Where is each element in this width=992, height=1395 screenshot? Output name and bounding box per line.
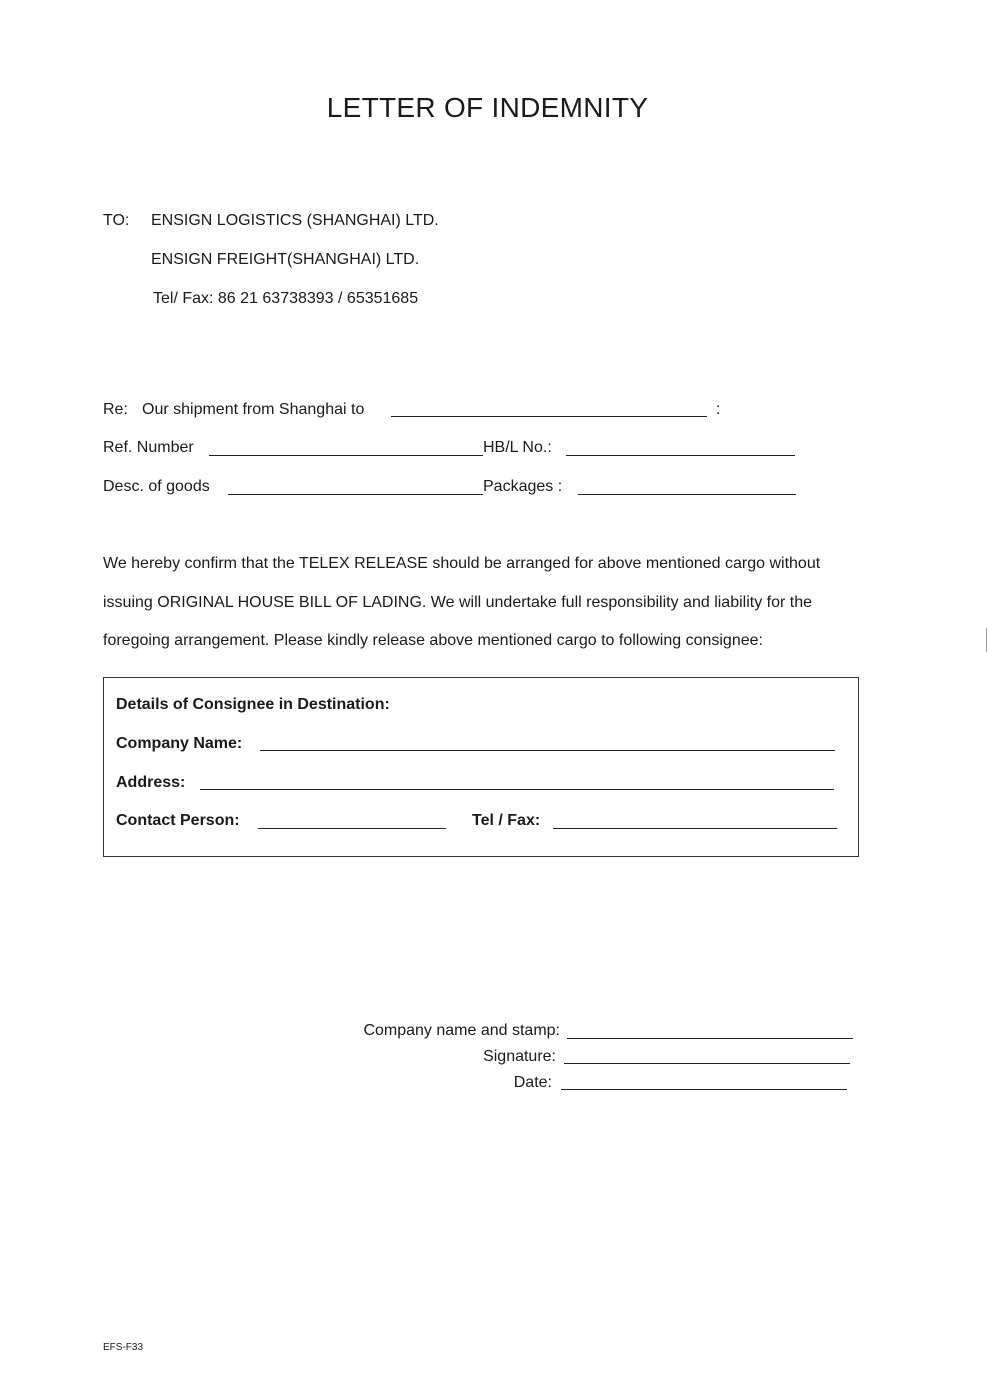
company-name-label: Company Name: (116, 735, 243, 752)
date-blank[interactable] (561, 1089, 847, 1090)
packages-blank[interactable] (578, 494, 796, 495)
packages-label: Packages : (483, 478, 563, 495)
company-stamp-label: Company name and stamp: (363, 1022, 560, 1039)
re-label: Re: (103, 401, 128, 418)
date-label: Date: (513, 1074, 552, 1091)
desc-goods-blank[interactable] (228, 494, 483, 495)
ref-number-label: Ref. Number (103, 439, 194, 456)
destination-blank[interactable] (391, 416, 707, 417)
recipient-line-1: ENSIGN LOGISTICS (SHANGHAI) LTD. (151, 212, 439, 229)
signature-label: Signature: (483, 1048, 556, 1065)
recipient-line-2: ENSIGN FREIGHT(SHANGHAI) LTD. (151, 251, 420, 268)
recipient-contact: Tel/ Fax: 86 21 63738393 / 65351685 (153, 290, 419, 307)
consignee-heading: Details of Consignee in Destination: (116, 696, 390, 713)
body-line-2: issuing ORIGINAL HOUSE BILL OF LADING. We will undertake full responsibility and liability for the (103, 594, 813, 611)
tel-fax-label: Tel / Fax: (472, 812, 541, 829)
hbl-number-blank[interactable] (566, 455, 795, 456)
contact-person-label: Contact Person: (116, 812, 240, 829)
company-stamp-blank[interactable] (567, 1038, 853, 1039)
re-colon: : (716, 401, 721, 418)
signature-blank[interactable] (564, 1063, 850, 1064)
address-blank[interactable] (200, 789, 834, 790)
desc-goods-label: Desc. of goods (103, 478, 210, 495)
address-label: Address: (116, 774, 186, 791)
body-line-3: foregoing arrangement. Please kindly release above mentioned cargo to following consignee: (103, 632, 763, 649)
form-code: EFS-F33 (103, 1342, 144, 1353)
hbl-number-label: HB/L No.: (483, 439, 552, 456)
contact-person-blank[interactable] (258, 828, 446, 829)
ref-number-blank[interactable] (209, 455, 483, 456)
scan-edge-mark (986, 628, 987, 652)
company-name-blank[interactable] (260, 750, 835, 751)
tel-fax-blank[interactable] (553, 828, 837, 829)
shipment-text: Our shipment from Shanghai to (142, 401, 365, 418)
to-label: TO: (103, 212, 130, 229)
body-line-1: We hereby confirm that the TELEX RELEASE should be arranged for above mentioned cargo without (103, 555, 821, 572)
document-title: LETTER OF INDEMNITY (326, 92, 649, 123)
